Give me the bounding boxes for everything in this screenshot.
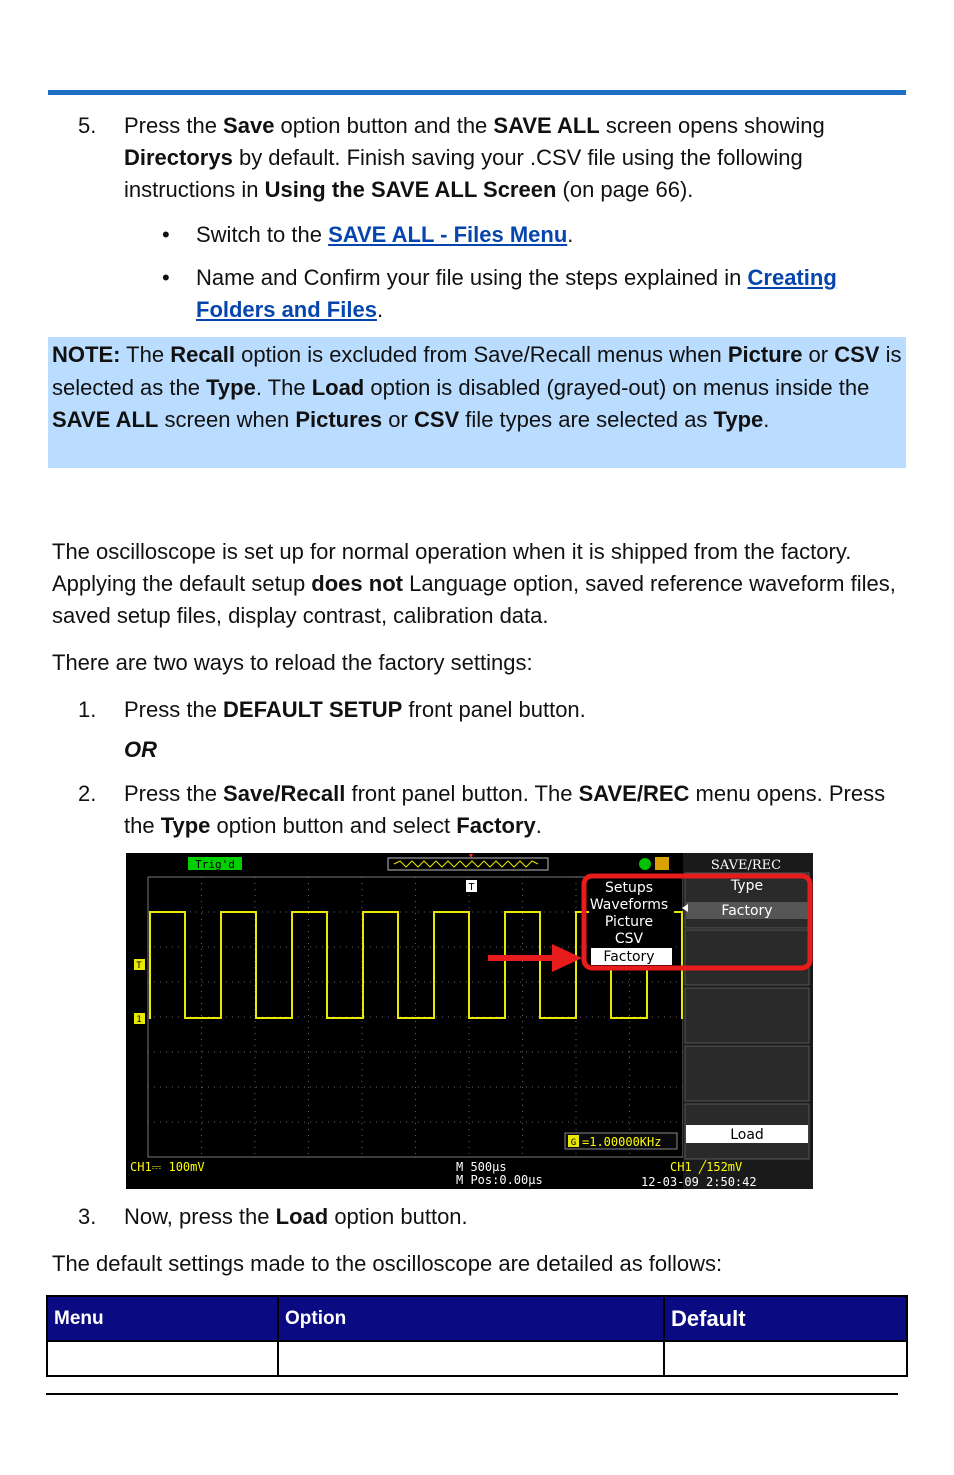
popup-option-waveforms[interactable]: Waveforms — [589, 897, 669, 913]
ways-paragraph: There are two ways to reload the factory settings: — [52, 650, 533, 675]
text: or — [382, 407, 414, 432]
datetime-readout: 12-03-09 2:50:42 — [641, 1175, 757, 1189]
bold-text: SAVE/REC — [578, 781, 690, 806]
bold-text: CSV — [834, 342, 880, 367]
text: front panel button. — [402, 697, 586, 722]
text: . — [535, 813, 542, 838]
step-text — [124, 694, 904, 726]
text: . The — [255, 374, 312, 400]
header-menu: Menu — [47, 1296, 278, 1341]
footer-rule — [46, 1393, 898, 1395]
table-cell — [278, 1341, 664, 1376]
timebase-readout: M 500μs — [456, 1160, 507, 1174]
bold-text: Directorys — [124, 145, 233, 170]
text: . — [567, 222, 574, 247]
bold-text: Save — [223, 113, 275, 138]
text: The — [120, 342, 171, 367]
bullet-dot: • — [162, 222, 170, 247]
text: . — [376, 297, 384, 322]
header-option: Option — [278, 1296, 664, 1341]
table-cell — [664, 1341, 907, 1376]
trigger-position-label: T — [468, 882, 475, 893]
step-number: 5. — [78, 113, 97, 138]
text: front panel button. The — [345, 781, 579, 806]
bullet-dot: • — [162, 265, 170, 290]
text: option is excluded from Save/Recall menus when — [235, 342, 728, 367]
bold-text: Type — [713, 407, 764, 432]
bold-text: CSV — [413, 407, 460, 432]
bold-text: SAVE ALL — [52, 407, 159, 432]
step-5 — [78, 110, 908, 210]
trigger-info-readout: CH1 ╱152mV — [670, 1160, 743, 1174]
text: Language option, saved reference waveform files, saved setup files, display contrast, calibration data. — [52, 571, 896, 628]
oscilloscope-screenshot — [126, 853, 813, 1189]
step-1 — [78, 694, 908, 728]
text: is selected as the — [52, 342, 902, 400]
header-rule — [48, 90, 906, 95]
oscilloscope-display — [126, 853, 813, 1189]
popup-option-csv[interactable]: CSV — [614, 931, 644, 947]
horizontal-position-readout: M Pos:0.00μs — [456, 1173, 543, 1187]
load-option-label: Load — [730, 1127, 764, 1143]
text: option button. — [328, 1204, 468, 1229]
defaults-table — [46, 1295, 908, 1377]
step-text — [124, 778, 904, 842]
step-2 — [78, 778, 908, 844]
step-number: 3. — [78, 1204, 97, 1229]
step-number: 1. — [78, 697, 97, 722]
text: by default. Finish saving your .CSV file using the following instructions in — [124, 145, 803, 202]
text: option is disabled (grayed-out) on menus inside the — [364, 374, 870, 400]
ch1-ground-label: 1 — [136, 1015, 142, 1025]
text: option button and the — [274, 113, 494, 138]
bold-text: Load — [275, 1204, 329, 1229]
step-3 — [78, 1201, 908, 1235]
popup-option-picture[interactable]: Picture — [604, 914, 654, 930]
note-box — [48, 337, 906, 468]
menu-button-4[interactable] — [685, 1046, 809, 1101]
bold-text: Using the SAVE ALL Screen — [264, 177, 557, 202]
text: screen when — [158, 407, 296, 432]
trigger-level-label: T — [136, 961, 142, 971]
bold-text: NOTE: — [52, 342, 121, 367]
link-save-all-files-menu[interactable]: SAVE ALL - Files Menu — [328, 222, 568, 247]
table-cell — [47, 1341, 278, 1376]
type-option-label: Type — [730, 878, 764, 894]
bold-text: Factory — [456, 813, 536, 838]
popup-option-factory[interactable]: Factory — [603, 949, 655, 965]
usb-icon — [639, 858, 651, 870]
header-default: Default — [664, 1296, 907, 1341]
bold-text: DEFAULT SETUP — [223, 697, 403, 722]
bold-text: Pictures — [295, 407, 383, 432]
popup-option-setups[interactable]: Setups — [604, 880, 654, 896]
bold-text: SAVE ALL — [493, 113, 600, 138]
menu-button-3[interactable] — [685, 988, 809, 1043]
step-text — [124, 110, 904, 206]
note-text — [52, 339, 904, 437]
type-option-value: Factory — [721, 903, 773, 919]
bold-text: Load — [311, 374, 365, 400]
text: (on page 66). — [556, 177, 694, 202]
or-label: OR — [124, 737, 157, 762]
text: Press the — [124, 697, 224, 722]
text: Name and Confirm your file using the steps explained in — [196, 265, 748, 290]
intro-paragraph — [52, 536, 908, 632]
table-row — [47, 1341, 907, 1376]
storage-icon — [655, 857, 669, 870]
text: . — [763, 407, 770, 432]
bullet-text — [196, 262, 906, 326]
bold-text: Recall — [170, 342, 236, 367]
bold-text: does not — [311, 571, 403, 596]
text: Press the — [124, 113, 224, 138]
ch1-scale-readout: CH1⎓ 100mV — [130, 1160, 205, 1174]
text: Now, press the — [124, 1204, 276, 1229]
table-header-row — [47, 1296, 907, 1341]
text: file types are selected as — [459, 407, 714, 432]
link-creating-folders-and-files[interactable]: Creating Folders and Files — [196, 265, 837, 322]
bold-text: Save/Recall — [223, 781, 346, 806]
bold-text: Type — [206, 374, 256, 400]
text: or — [802, 342, 835, 367]
menu-title: SAVE/REC — [710, 858, 782, 873]
text: option button and select — [210, 813, 457, 838]
frequency-icon-label: G — [570, 1138, 577, 1148]
bold-text: Type — [160, 813, 211, 838]
step-number: 2. — [78, 781, 97, 806]
text: Switch to the — [196, 222, 329, 247]
text: menu opens. Press the — [124, 781, 886, 838]
frequency-readout: =1.00000KHz — [582, 1135, 662, 1149]
text: Press the — [124, 781, 224, 806]
defaults-intro: The default settings made to the oscilloscope are detailed as follows: — [52, 1251, 723, 1276]
step-text — [124, 1201, 904, 1233]
text: screen opens showing — [599, 113, 825, 138]
bold-text: Picture — [727, 342, 803, 367]
text: The oscilloscope is set up for normal operation when it is shipped from the factory. Applying the default setup — [52, 539, 852, 596]
trig-status-text: Trig'd — [195, 858, 235, 871]
bullet-text — [196, 219, 906, 251]
menu-button-2[interactable] — [685, 930, 809, 985]
